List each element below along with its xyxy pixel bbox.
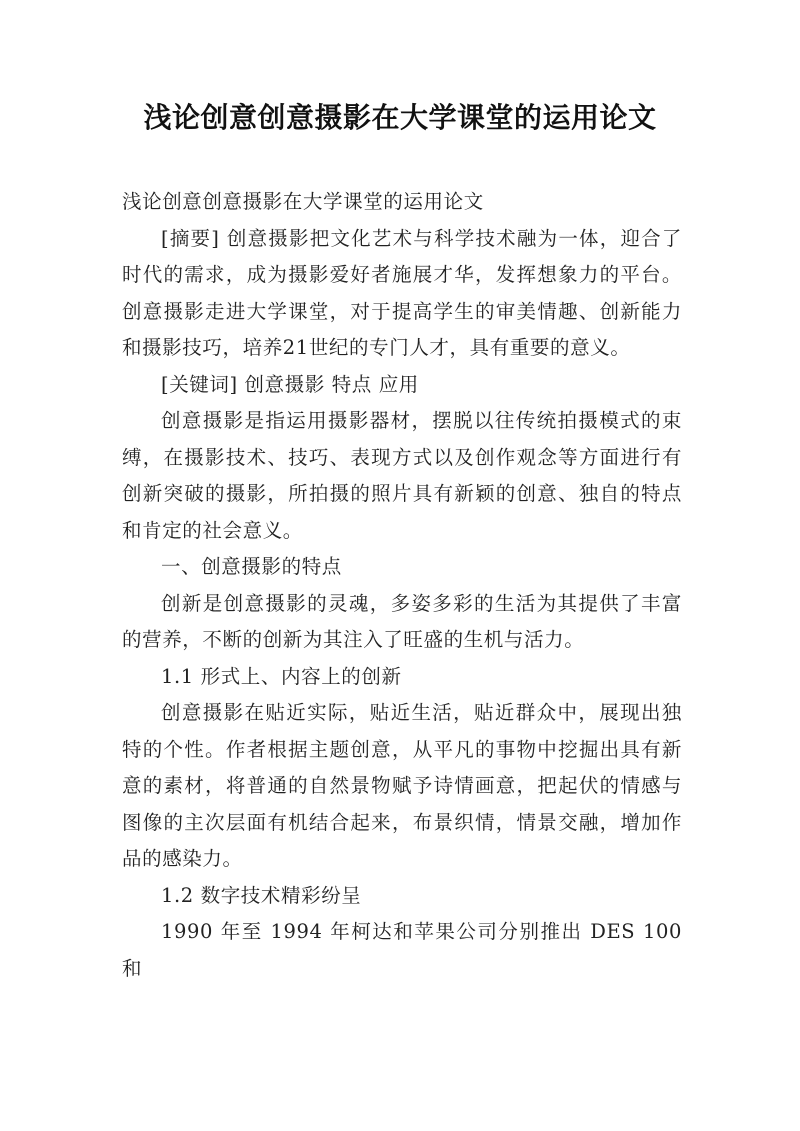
subtitle-paragraph: 浅论创意创意摄影在大学课堂的运用论文: [122, 190, 484, 213]
page-title: 浅论创意创意摄影在大学课堂的运用论文: [143, 101, 657, 134]
subsection-heading: 1.2 数字技术精彩纷呈: [161, 883, 362, 907]
section-intro-paragraph: 创新是创意摄影的灵魂，多姿多彩的生活为其提供了丰富的营养，不断的创新为其注入了旺盛的生机与活力。: [122, 591, 682, 651]
keywords-paragraph: [关键词] 创意摄影 特点 应用: [161, 372, 419, 396]
abstract-paragraph: [摘要] 创意摄影把文化艺术与科学技术融为一体，迎合了时代的需求，成为摄影爱好者施展才华，发挥想象力的平台。创意摄影走进大学课堂，对于提高学生的审美情趣、创新能力和摄影技巧，培养21世纪的专门人才，具有重要的意义。: [122, 226, 682, 359]
subsection-heading: 1.1 形式上、内容上的创新: [161, 664, 402, 688]
subsection-paragraph: 创意摄影在贴近实际，贴近生活，贴近群众中，展现出独特的个性。作者根据主题创意，从平凡的事物中挖掘出具有新意的素材，将普通的自然景物赋予诗情画意，把起伏的情感与图像的主次层面有机结合起来，布景织情，情景交融，增加作品的感染力。: [122, 701, 682, 870]
document-body: [122, 184, 682, 987]
section-heading: 一、创意摄影的特点: [161, 555, 342, 578]
body-paragraph: 1990 年至 1994 年柯达和苹果公司分别推出 DES 100 和: [122, 920, 682, 980]
definition-paragraph: 创意摄影是指运用摄影器材，摆脱以往传统拍摄模式的束缚，在摄影技术、技巧、表现方式以及创作观念等方面进行有创新突破的摄影，所拍摄的照片具有新颖的创意、独自的特点和肯定的社会意义。: [122, 409, 682, 542]
